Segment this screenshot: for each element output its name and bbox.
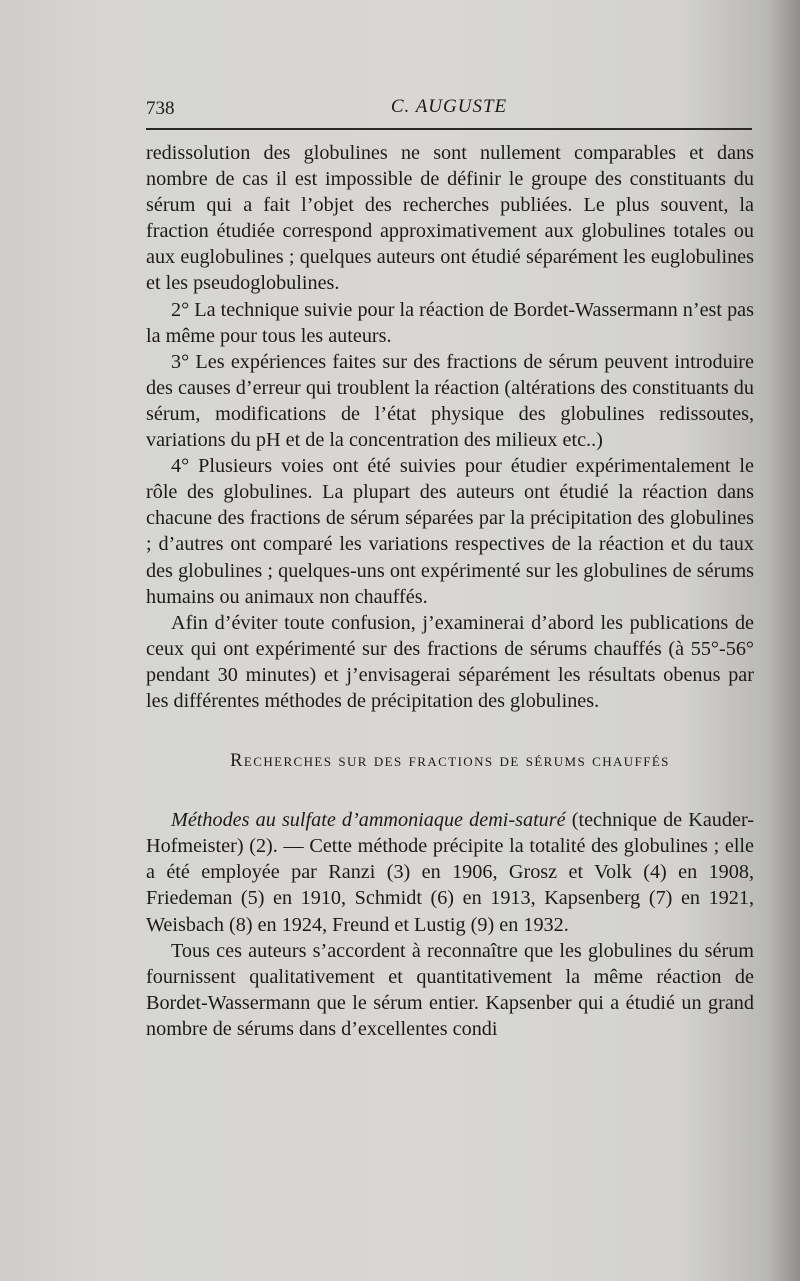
paragraph-2: 2° La technique suivie pour la réaction de Bordet-Wassermann n’est pas la même pour tous les auteurs. [146,298,754,347]
page-number: 738 [146,98,175,119]
paragraph-5: Afin d’éviter toute confusion, j’examinerai d’abord les publications de ceux qui ont expérimenté sur des fractions de sérums chauffés (à 55°-56° pendant 30 minutes) et j’envisagerai séparément les résultats obenus par les différentes méthodes de précipitation des globulines. [146,611,754,712]
method-title: Méthodes au sulfate d’ammoniaque demi-saturé [171,809,566,832]
running-head: C. AUGUSTE [390,96,508,117]
paragraph-1: redissolution des globulines ne sont nullement comparables et dans nombre de cas il est impossible de définir le groupe des constituants du sérum qui a fait l’objet des recherches publiées. Le plus souvent, la fraction étudiée correspond approximativement aux globulines totales ou aux euglobulines ; quelques auteurs ont étudié séparément les euglobulines et les pseudoglobulines. [146,142,754,295]
paragraph-7: Tous ces auteurs s’accordent à reconnaître que les globulines du sérum fournissent qualitativement et quantitativement la même réaction de Bordet-Wassermann que le sérum entier. Kapsenber qui a étudié un grand nombre de sérums dans d’excellentes condi [146,939,754,1040]
paragraph-6 [146,807,754,937]
body-text [146,140,754,1042]
section-heading: Recherches sur des fractions de sérums chauffés [230,751,670,772]
page-header [146,94,752,130]
paragraph-6-text: (technique de Kauder-Hofmeister) (2). — Cette méthode précipite la totalité des globulines ; elle a été employée par Ranzi (3) en 1906, Grosz et Volk (4) en 1908, Friedeman (5) en 1910, Schmidt (6) en 1913, Kapsenberg (7) en 1921, Weisbach (8) en 1924, Freund et Lustig (9) en 1932. [146,809,754,936]
paragraph-3: 3° Les expériences faites sur des fractions de sérum peuvent introduire des causes d’erreur qui troublent la réaction (altérations des constituants du sérum, modifications de l’état physique des globulines redissoutes, variations du pH et de la concentration des milieux etc..) [146,350,754,452]
paragraph-4: 4° Plusieurs voies ont été suivies pour étudier expérimentalement le rôle des globulines. La plupart des auteurs ont étudié la réaction dans chacune des fractions de sérum séparées par la précipitation des globulines ; d’autres ont comparé les variations respectives de la réaction et du taux des globulines ; quelques-uns ont expérimenté sur les globulines de sérums humains ou animaux non chauffés. [146,455,754,608]
